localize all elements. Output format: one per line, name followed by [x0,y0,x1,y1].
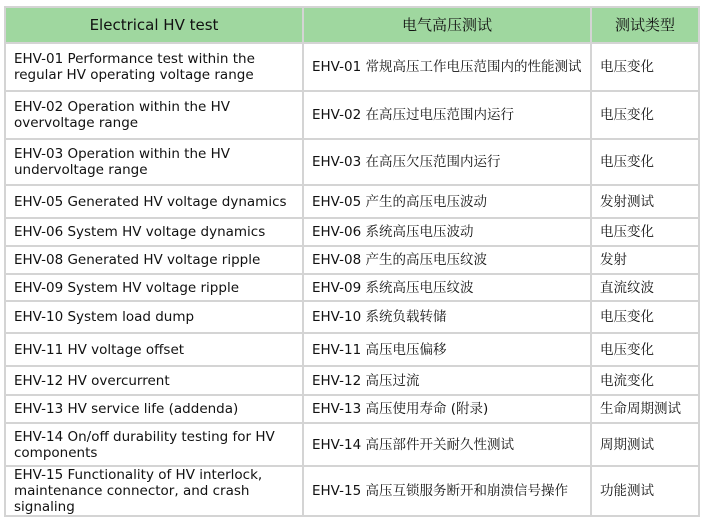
table-row [5,395,699,423]
table-row [5,333,699,366]
cell-english-name: EHV-01 Performance test within the regular HV operating voltage range [5,43,303,91]
cell-chinese-name: EHV-09 系统高压电压纹波 [303,274,591,301]
cell-test-type: 功能测试 [591,466,699,516]
cell-english-name: EHV-06 System HV voltage dynamics [5,218,303,246]
cell-english-name: EHV-10 System load dump [5,301,303,333]
cell-test-type: 电压变化 [591,333,699,366]
cell-test-type: 电压变化 [591,301,699,333]
cell-english-name: EHV-02 Operation within the HV overvoltage range [5,91,303,139]
cell-test-type: 电压变化 [591,43,699,91]
cell-english-name: EHV-08 Generated HV voltage ripple [5,246,303,274]
cell-english-name: EHV-09 System HV voltage ripple [5,274,303,301]
cell-chinese-name: EHV-14 高压部件开关耐久性测试 [303,423,591,466]
table-row [5,466,699,516]
cell-chinese-name: EHV-03 在高压欠压范围内运行 [303,139,591,185]
table-row [5,139,699,185]
cell-english-name: EHV-14 On/off durability testing for HV components [5,423,303,466]
cell-test-type: 生命周期测试 [591,395,699,423]
header-row [5,7,699,43]
cell-test-type: 电压变化 [591,91,699,139]
cell-english-name: EHV-11 HV voltage offset [5,333,303,366]
cell-test-type: 发射测试 [591,185,699,218]
cell-chinese-name: EHV-13 高压使用寿命 (附录) [303,395,591,423]
table-row [5,246,699,274]
cell-chinese-name: EHV-15 高压互锁服务断开和崩溃信号操作 [303,466,591,516]
header-electrical-hv-test: Electrical HV test [5,7,303,43]
cell-chinese-name: EHV-08 产生的高压电压纹波 [303,246,591,274]
table-body [5,43,699,516]
table-row [5,185,699,218]
cell-chinese-name: EHV-02 在高压过电压范围内运行 [303,91,591,139]
cell-chinese-name: EHV-05 产生的高压电压波动 [303,185,591,218]
cell-chinese-name: EHV-11 高压电压偏移 [303,333,591,366]
cell-test-type: 电压变化 [591,139,699,185]
cell-test-type: 电流变化 [591,366,699,395]
cell-english-name: EHV-13 HV service life (addenda) [5,395,303,423]
cell-chinese-name: EHV-06 系统高压电压波动 [303,218,591,246]
header-chinese-test-name: 电气高压测试 [303,7,591,43]
cell-test-type: 电压变化 [591,218,699,246]
cell-english-name: EHV-12 HV overcurrent [5,366,303,395]
table-row [5,366,699,395]
table-row [5,301,699,333]
hv-test-table [4,6,700,517]
cell-english-name: EHV-05 Generated HV voltage dynamics [5,185,303,218]
cell-english-name: EHV-15 Functionality of HV interlock, maintenance connector, and crash signaling [5,466,303,516]
cell-test-type: 周期测试 [591,423,699,466]
cell-chinese-name: EHV-12 高压过流 [303,366,591,395]
table-row [5,218,699,246]
cell-chinese-name: EHV-01 常规高压工作电压范围内的性能测试 [303,43,591,91]
cell-test-type: 发射 [591,246,699,274]
cell-chinese-name: EHV-10 系统负载转储 [303,301,591,333]
header-test-type: 测试类型 [591,7,699,43]
table-row [5,274,699,301]
cell-test-type: 直流纹波 [591,274,699,301]
table-row [5,423,699,466]
table-row [5,91,699,139]
cell-english-name: EHV-03 Operation within the HV undervoltage range [5,139,303,185]
table-header [5,7,699,43]
table-row [5,43,699,91]
